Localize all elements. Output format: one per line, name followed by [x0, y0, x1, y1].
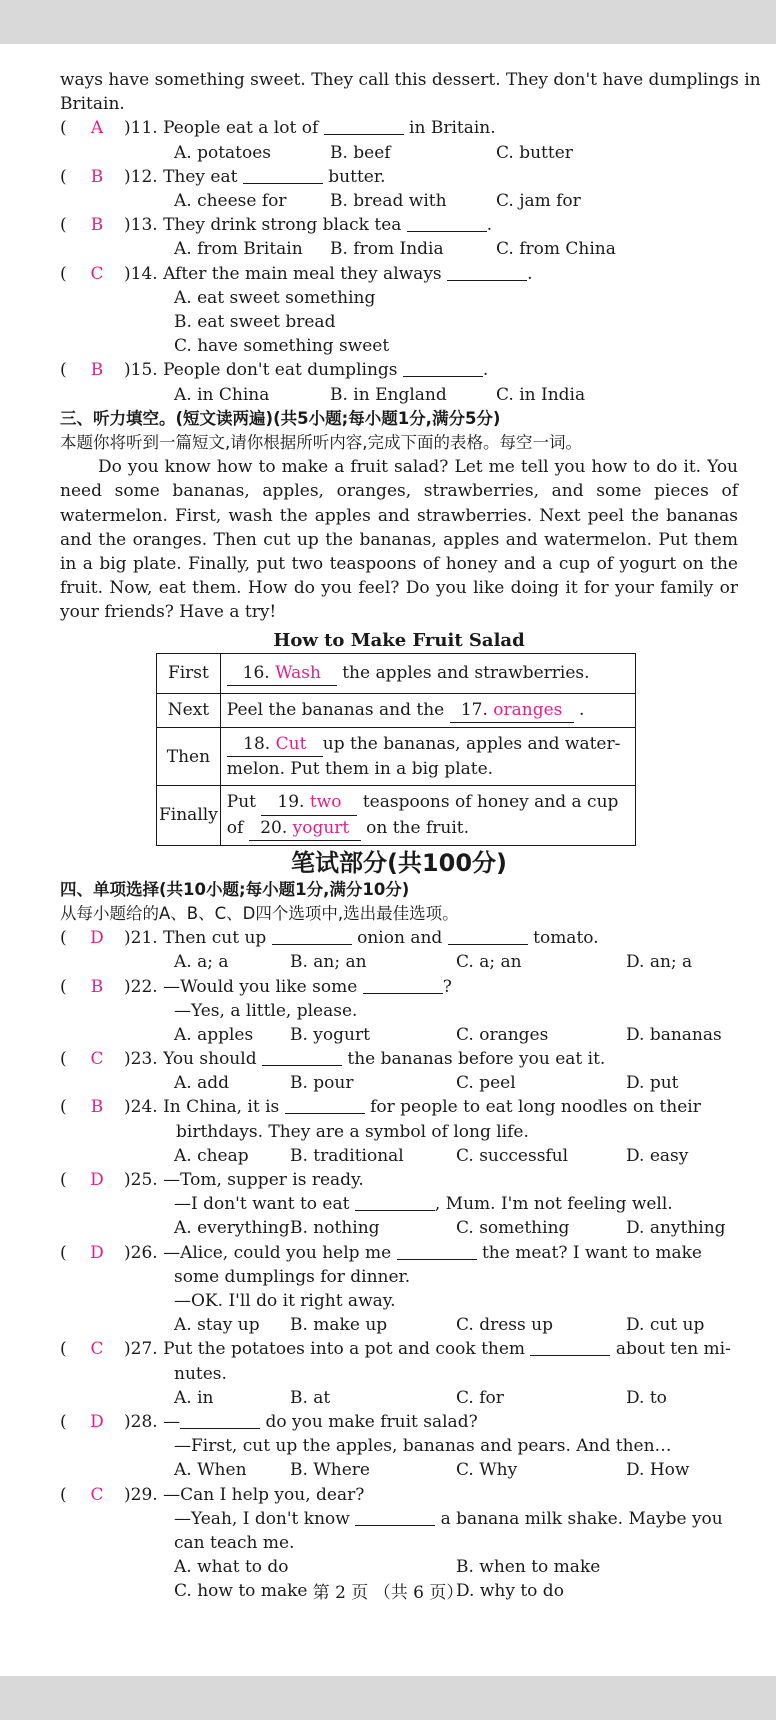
option-c: C. a; an: [456, 952, 522, 973]
fruit-salad-table: [156, 653, 636, 846]
page-number: 第 2 页 （共 6 页）: [312, 1583, 464, 1603]
question-text: tomato.: [533, 928, 599, 949]
question-28-line-2: —First, cut up the apples, bananas and pears. And then…: [174, 1436, 672, 1457]
options-24: [60, 1144, 738, 1168]
question-text: the bananas before you eat it.: [347, 1049, 606, 1070]
options-12: [60, 189, 738, 213]
left-paren: (: [60, 1339, 67, 1360]
answer-14: C: [90, 263, 104, 284]
answer-blank-19: [261, 790, 357, 815]
option-d: D. put: [626, 1073, 679, 1094]
question-14: [60, 262, 738, 286]
options-23: [60, 1071, 738, 1095]
options-27: [60, 1386, 738, 1410]
answer-26: D: [90, 1242, 104, 1263]
question-23-stem: )23. You should: [124, 1049, 257, 1070]
left-paren: (: [60, 118, 67, 139]
row-text: on the fruit.: [366, 817, 470, 838]
left-paren: (: [60, 263, 67, 284]
question-22-line-2: —Yes, a little, please.: [174, 1000, 358, 1021]
question-24-stem: )24. In China, it is: [124, 1097, 280, 1118]
step-first: First: [157, 653, 221, 693]
answer-23: C: [90, 1049, 104, 1070]
answer-13: B: [90, 215, 104, 236]
option-c: C. butter: [496, 142, 573, 163]
option-a: A. everything: [174, 1218, 290, 1239]
blank-number: 18.: [243, 733, 276, 754]
question-25-stem: )25. —Tom, supper is ready.: [124, 1170, 364, 1191]
question-13: [60, 213, 738, 237]
options-26: [60, 1313, 738, 1337]
answer-blank: [448, 928, 528, 945]
blank-number: 20.: [260, 817, 293, 838]
option-a: A. a; a: [174, 952, 229, 973]
option-a: A. apples: [174, 1024, 254, 1045]
answer-20: yogurt: [292, 817, 350, 838]
row-text: teaspoons of honey and a cup: [362, 792, 619, 813]
answer-blank: [407, 215, 487, 232]
options-28: [60, 1458, 738, 1482]
answer-blank: [262, 1049, 342, 1066]
option-a: A. what to do: [174, 1557, 289, 1578]
option-b: B. Where: [290, 1460, 370, 1481]
options-29-row-1: [60, 1555, 738, 1579]
question-23: [60, 1047, 738, 1071]
left-paren: (: [60, 1242, 67, 1263]
left-paren: (: [60, 928, 67, 949]
question-text: a banana milk shake. Maybe you: [440, 1508, 723, 1529]
question-26-line-3: —OK. I'll do it right away.: [174, 1291, 396, 1312]
question-15: [60, 358, 738, 382]
option-d: D. why to do: [456, 1581, 564, 1602]
row-text: of: [226, 817, 244, 838]
answer-12: B: [90, 166, 104, 187]
section-3-instructions: 本题你将听到一篇短文,请你根据所听内容,完成下面的表格。每空一词。: [60, 432, 582, 452]
table-row: [157, 727, 636, 785]
answer-24: B: [90, 1097, 104, 1118]
options-21: [60, 950, 738, 974]
option-d: D. easy: [626, 1145, 689, 1166]
option-d: D. anything: [626, 1218, 726, 1239]
left-paren: (: [60, 215, 67, 236]
answer-blank: [403, 360, 483, 377]
intro-line-1: ways have something sweet. They call this dessert. They don't have dumplings in: [60, 70, 761, 90]
answer-blank-20: [249, 816, 361, 841]
options-15: [60, 383, 738, 407]
question-text: do you make fruit salad?: [265, 1412, 478, 1432]
step-then-content: [220, 727, 635, 785]
left-paren: (: [60, 166, 67, 187]
answer-25: D: [90, 1170, 104, 1191]
option-c: C. for: [456, 1387, 504, 1408]
question-26-line-2: some dumplings for dinner.: [174, 1266, 411, 1287]
question-text: —Yeah, I don't know: [174, 1508, 350, 1529]
question-text: the meat? I want to make: [481, 1242, 702, 1263]
option-c: C. in India: [496, 384, 586, 405]
answer-27: C: [90, 1339, 104, 1360]
question-11-tail: in Britain.: [409, 118, 496, 139]
option-b: B. pour: [290, 1073, 354, 1094]
option-a: A. in China: [174, 384, 270, 405]
answer-18: Cut: [275, 733, 307, 754]
left-paren: (: [60, 1412, 67, 1432]
step-first-content: [220, 653, 635, 693]
question-21-stem: )21. Then cut up: [124, 928, 267, 949]
option-c: C. something: [456, 1218, 570, 1239]
question-24: [60, 1095, 738, 1119]
option-b: B. when to make: [456, 1557, 601, 1578]
left-paren: (: [60, 360, 67, 381]
answer-blank: [355, 1194, 435, 1211]
answer-blank: [180, 1412, 260, 1429]
question-26-stem: )26. —Alice, could you help me: [124, 1242, 392, 1263]
step-finally-content: [220, 786, 635, 845]
blank-number: 17.: [460, 699, 494, 720]
options-11: [60, 141, 738, 165]
question-12-stem: )12. They eat: [124, 166, 238, 187]
section-3-title: 三、听力填空。(短文读两遍)(共5小题;每小题1分,满分5分): [60, 408, 501, 428]
option-c: C. successful: [456, 1145, 569, 1166]
question-22-stem: )22. —Would you like some: [124, 976, 358, 997]
listening-passage: Do you know how to make a fruit salad? Let me tell you how to do it. You need some bananas, apples, oranges, strawberries, and some pieces of watermelon. First, wash the apples and strawberries. Next peel the bananas and the oranges. Then cut up the bananas, apples and watermelon. Put them in a big plate. Finally, put two teaspoons of honey and a cup of yogurt on the fruit. Now, eat them. How do you feel? Do you like doing it for your family or your friends? Have a try!: [60, 457, 738, 623]
question-text: for people to eat long noodles on their: [370, 1097, 701, 1118]
table-row: [157, 653, 636, 693]
blank-number: 19.: [277, 792, 310, 813]
option-b: B. yogurt: [290, 1024, 370, 1045]
option-b: B. bread with: [330, 190, 447, 211]
row-text: the apples and strawberries.: [342, 662, 590, 683]
answer-blank-16: [227, 661, 337, 686]
answer-21: D: [90, 928, 104, 949]
question-12: [60, 165, 738, 189]
question-25: [60, 1168, 738, 1192]
step-then: Then: [157, 727, 221, 785]
question-26: [60, 1241, 738, 1265]
option-b: B. eat sweet bread: [174, 311, 336, 332]
question-13-tail: .: [486, 215, 493, 236]
intro-line-2: Britain.: [60, 94, 125, 115]
question-29-line-3: can teach me.: [174, 1532, 295, 1553]
option-c: C. peel: [456, 1073, 516, 1094]
option-d: D. bananas: [626, 1024, 722, 1045]
option-b: B. an; an: [290, 952, 367, 973]
option-c: C. have something sweet: [174, 336, 390, 357]
question-29-stem: )29. —Can I help you, dear?: [124, 1484, 365, 1505]
answer-19: two: [309, 792, 342, 813]
exam-page: [0, 44, 776, 1676]
step-finally: Finally: [157, 786, 221, 845]
written-part-title: 笔试部分(共100分): [290, 848, 508, 877]
option-d: D. to: [626, 1387, 667, 1408]
answer-blank-17: [450, 698, 574, 723]
answer-blank: [363, 977, 443, 994]
option-a: A. When: [174, 1460, 247, 1481]
question-27: [60, 1337, 738, 1361]
answer-blank-18: [227, 732, 323, 757]
option-d: D. How: [626, 1460, 690, 1481]
answer-15: B: [90, 360, 104, 381]
question-22: [60, 975, 738, 999]
option-a: A. from Britain: [174, 239, 303, 260]
answer-blank: [285, 1097, 365, 1114]
table-row: [157, 786, 636, 845]
table-title: How to Make Fruit Salad: [273, 629, 525, 651]
answer-blank: [530, 1339, 610, 1356]
option-a: A. in: [174, 1387, 214, 1408]
answer-blank: [272, 928, 352, 945]
answer-blank: [355, 1509, 435, 1526]
answer-29: C: [90, 1484, 104, 1505]
option-a: A. cheese for: [174, 190, 287, 211]
page-content: [60, 68, 761, 1604]
question-29: [60, 1483, 738, 1507]
left-paren: (: [60, 1097, 67, 1118]
option-a: A. cheap: [174, 1145, 249, 1166]
answer-17: oranges: [493, 699, 563, 720]
option-c: C. oranges: [456, 1024, 549, 1045]
left-paren: (: [60, 1170, 67, 1191]
option-d: D. an; a: [626, 952, 693, 973]
step-next-content: [220, 693, 635, 727]
question-28-stem: )28. —: [124, 1412, 181, 1432]
left-paren: (: [60, 976, 67, 997]
section-4-instructions: 从每小题给的A、B、C、D四个选项中,选出最佳选项。: [60, 903, 459, 923]
row-text: Put: [226, 792, 257, 813]
option-c: C. dress up: [456, 1315, 553, 1336]
option-c: C. Why: [456, 1460, 518, 1481]
question-11-stem: )11. People eat a lot of: [124, 118, 319, 139]
question-27-stem: )27. Put the potatoes into a pot and cook them: [124, 1339, 526, 1360]
question-text: about ten mi-: [615, 1339, 731, 1360]
option-c: C. how to make: [174, 1581, 308, 1602]
option-a: A. stay up: [174, 1315, 260, 1336]
option-c: C. from China: [496, 239, 616, 260]
question-text: ?: [442, 976, 452, 997]
answer-11: A: [90, 118, 104, 139]
option-b: B. make up: [290, 1315, 388, 1336]
answer-blank: [397, 1243, 477, 1260]
section-4-title: 四、单项选择(共10小题;每小题1分,满分10分): [60, 879, 410, 899]
options-13: [60, 237, 738, 261]
row-text: up the bananas, apples and water-: [322, 733, 621, 754]
question-text: , Mum. I'm not feeling well.: [434, 1194, 673, 1215]
question-text: —I don't want to eat: [174, 1194, 350, 1215]
answer-16: Wash: [275, 662, 321, 683]
question-12-tail: butter.: [328, 166, 386, 187]
answer-blank: [447, 264, 527, 281]
question-14-tail: .: [527, 263, 533, 284]
answer-blank: [324, 118, 404, 135]
option-a: A. add: [174, 1073, 229, 1094]
blank-number: 16.: [242, 662, 276, 683]
question-25-line-2: [60, 1192, 738, 1216]
option-b: B. traditional: [290, 1145, 404, 1166]
question-28: [60, 1410, 738, 1434]
question-15-tail: .: [482, 360, 489, 381]
option-d: D. cut up: [626, 1315, 705, 1336]
question-27-line-2: nutes.: [174, 1363, 227, 1384]
left-paren: (: [60, 1049, 67, 1070]
answer-28: D: [90, 1412, 104, 1432]
question-14-stem: )14. After the main meal they always: [124, 263, 442, 284]
option-b: B. in England: [330, 384, 447, 405]
option-c: C. jam for: [496, 190, 581, 211]
option-a: A. potatoes: [174, 142, 272, 163]
question-24-line-2: birthdays. They are a symbol of long life.: [176, 1121, 529, 1142]
option-b: B. beef: [330, 142, 391, 163]
table-row: [157, 693, 636, 727]
question-29-line-2: [60, 1507, 738, 1531]
option-b: B. nothing: [290, 1218, 380, 1239]
question-15-stem: )15. People don't eat dumplings: [124, 360, 398, 381]
question-11: [60, 116, 738, 140]
row-text: .: [579, 699, 585, 720]
answer-blank: [243, 167, 323, 184]
row-text: melon. Put them in a big plate.: [226, 759, 494, 780]
question-13-stem: )13. They drink strong black tea: [124, 215, 402, 236]
question-text: onion and: [357, 928, 443, 949]
option-b: B. at: [290, 1387, 331, 1408]
left-paren: (: [60, 1484, 67, 1505]
row-text: Peel the bananas and the: [226, 699, 445, 720]
options-22: [60, 1023, 738, 1047]
option-b: B. from India: [330, 239, 444, 260]
option-a: A. eat sweet something: [174, 287, 376, 308]
step-next: Next: [157, 693, 221, 727]
options-25: [60, 1216, 738, 1240]
question-21: [60, 926, 738, 950]
answer-22: B: [90, 976, 104, 997]
